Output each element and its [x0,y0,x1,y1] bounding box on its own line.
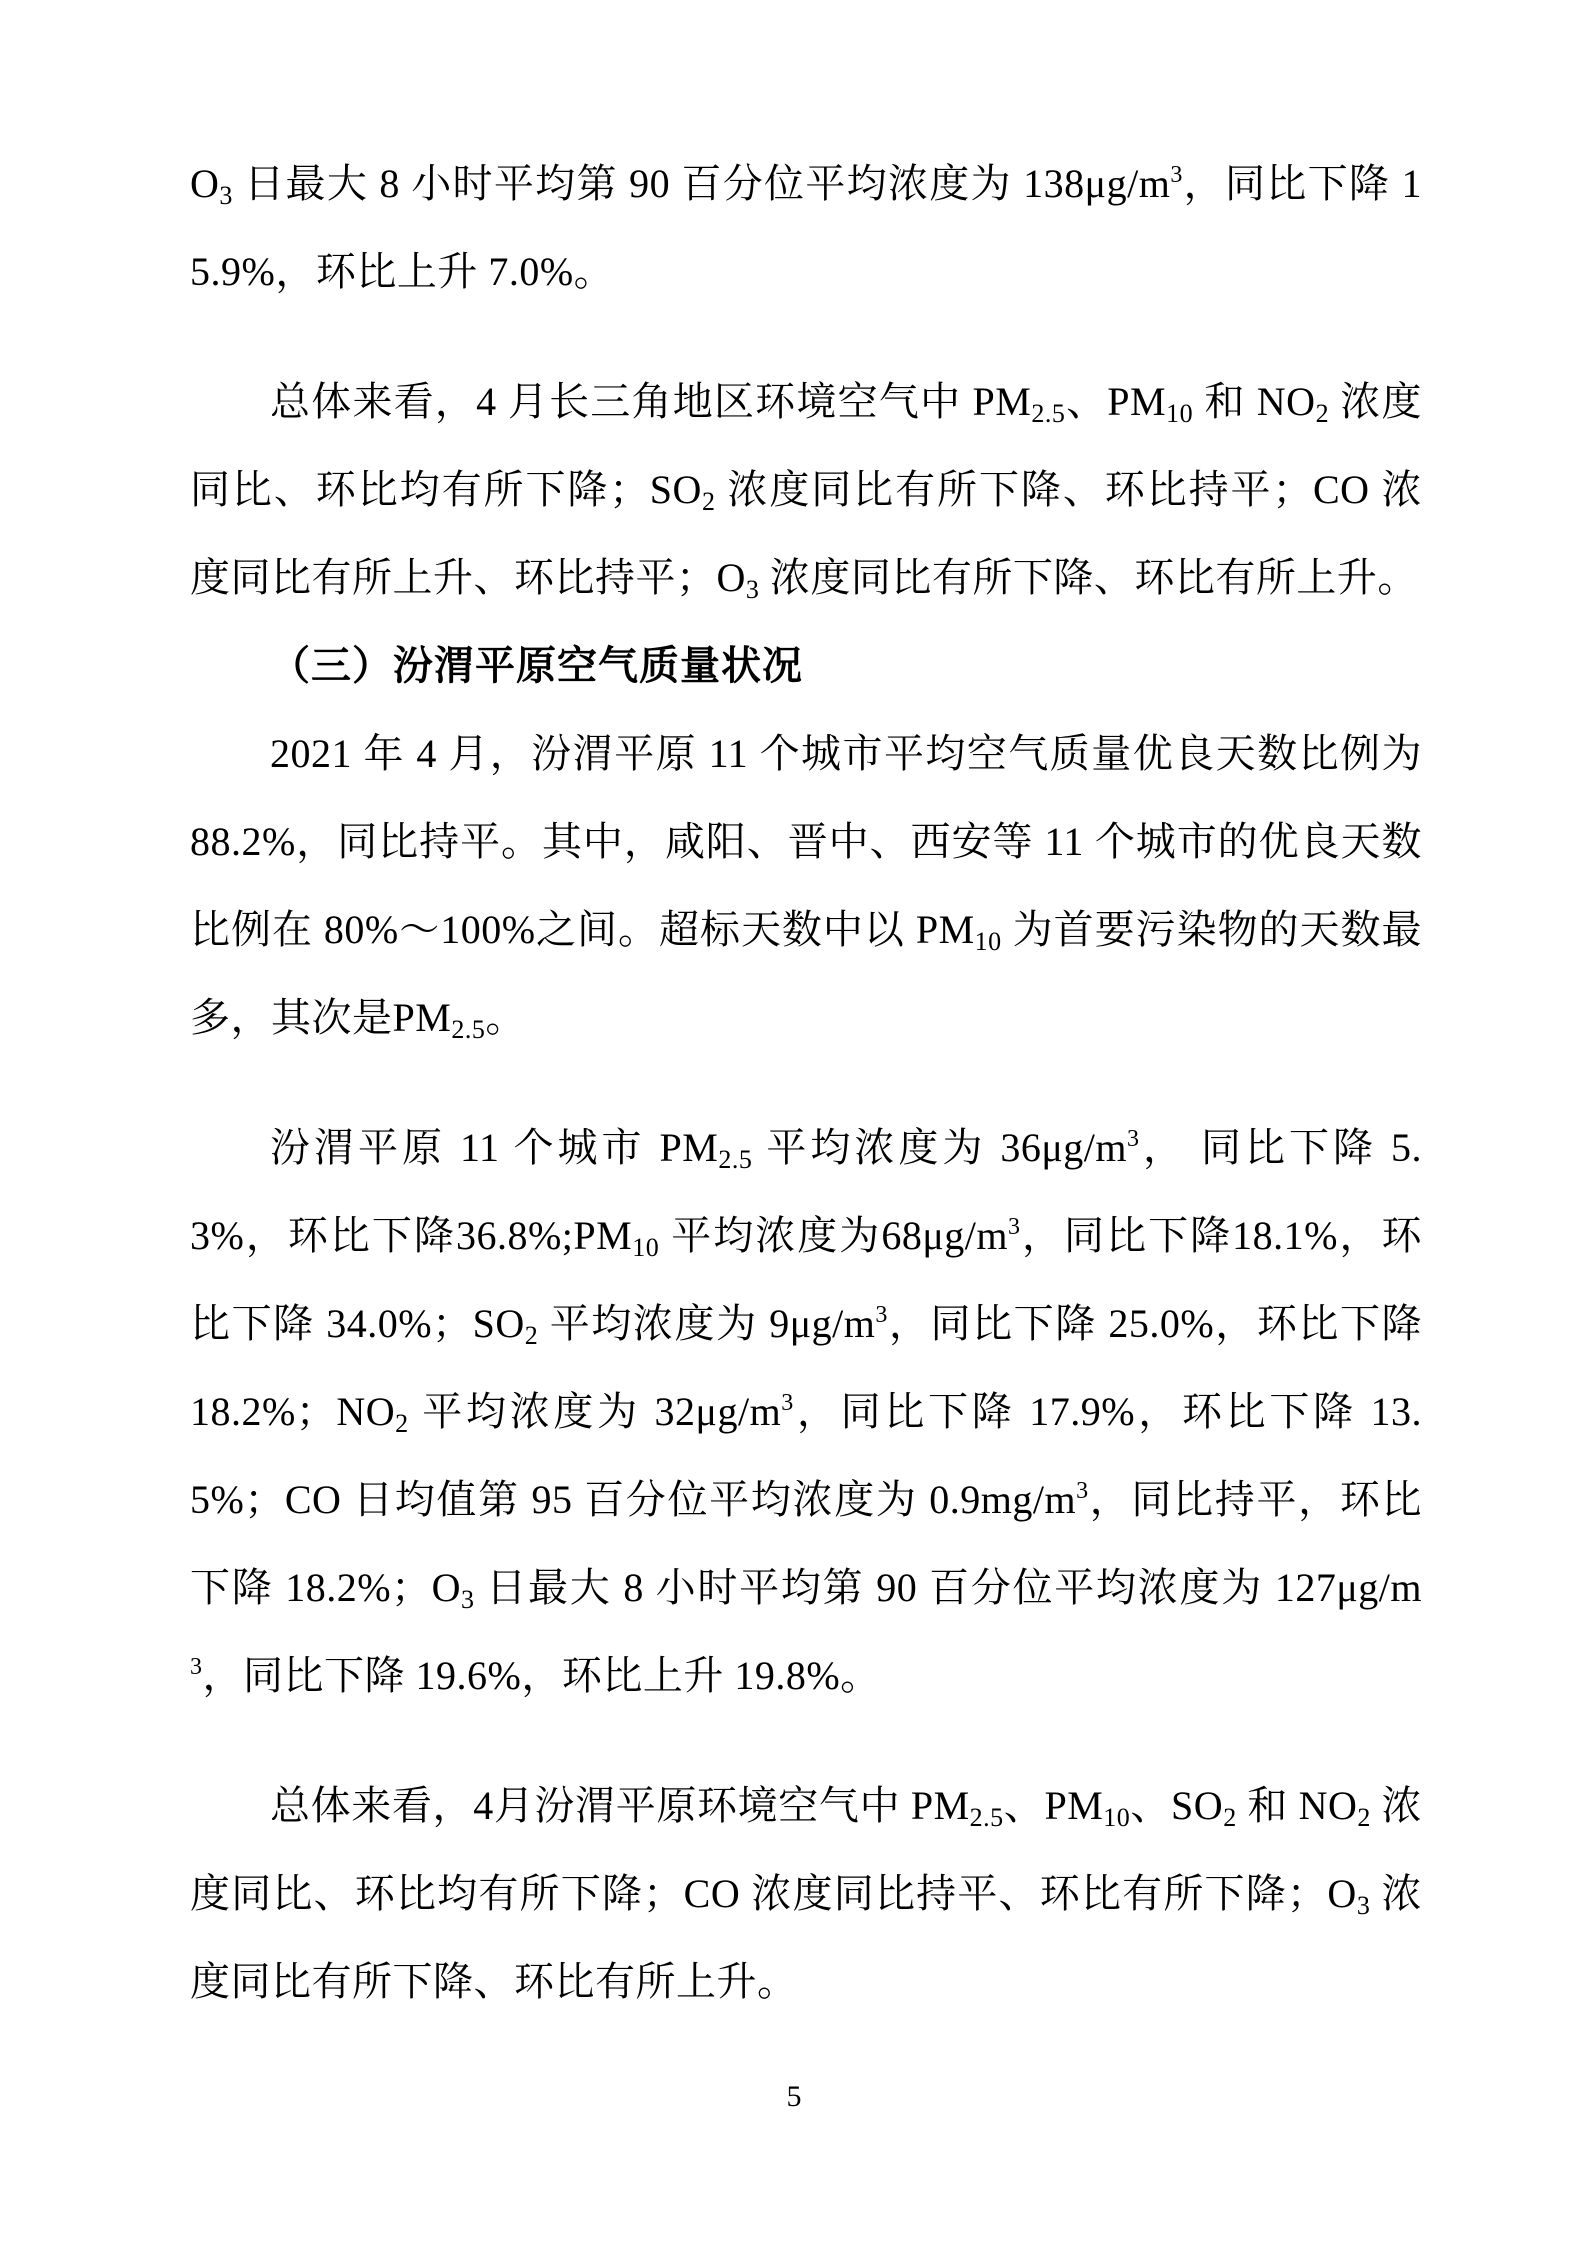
text-run: 为首要污染物的天数最多，其次是PM [190,907,1423,1040]
paragraph-yangtze-summary [190,358,1422,622]
text-run: 。 [485,995,526,1040]
superscript-text: 3 [1170,162,1183,188]
subscript-text: 2 [524,1321,539,1350]
subscript-text: 2.5 [969,1803,1004,1832]
subscript-text: 2 [1223,1803,1237,1832]
paragraph-fenwei-summary [190,1762,1422,2026]
text-run: ，同比下降 15.9%，环比上升 7.0%。 [190,161,1423,294]
subscript-text: 2 [701,487,716,516]
subscript-text: 3 [745,575,760,604]
text-run: 、SO [1130,1783,1224,1828]
paragraph-o3-yangtze-continued [190,140,1422,316]
subscript-text: 2.5 [1031,399,1066,428]
text-run: 平均浓度为68μg/m [659,1213,1009,1258]
subscript-text: 3 [219,181,233,210]
subscript-text: 2.5 [451,1015,486,1044]
document-body [190,140,1422,2026]
text-run: 日最大 8 小时平均第 90 百分位平均浓度为 138μg/m [232,161,1171,206]
text-run: O [190,161,220,206]
text-run: 浓度同比有所下降、环比有所上升。 [190,1871,1423,2004]
text-run: 、PM [1065,379,1167,424]
subscript-text: 2.5 [718,1145,753,1174]
subscript-text: 3 [1356,1891,1371,1920]
text-run: 总体来看，4 月长三角地区环境空气中 PM [270,379,1032,424]
text-run: 浓度同比有所下降、环比持平；CO 浓度同比有所上升、环比持平；O [190,467,1422,600]
subscript-text: 10 [1103,1803,1131,1832]
text-run: 平均浓度为 9μg/m [538,1301,876,1346]
text-run: （三）汾渭平原空气质量状况 [270,644,803,688]
text-run: ，同比下降 19.6%，环比上升 19.8%。 [202,1653,881,1698]
subscript-text: 2 [395,1409,409,1438]
text-run: 平均浓度为 36μg/m [752,1125,1127,1170]
page-number: 5 [786,2080,802,2113]
text-run: 和 NO [1193,379,1316,424]
text-run: 浓度同比、环比均有所下降；CO 浓度同比持平、环比有所下降；O [190,1783,1423,1916]
text-run: ，同比下降 25.0%，环比下降 18.2%；NO [190,1301,1423,1434]
superscript-text: 3 [1076,1478,1089,1504]
text-run: ，同比下降18.1%，环比下降 34.0%；SO [190,1213,1423,1346]
section-heading-fenwei-plain [190,622,1422,710]
subscript-text: 10 [1166,399,1194,428]
superscript-text: 3 [1127,1126,1140,1152]
superscript-text: 3 [875,1302,888,1328]
subscript-text: 10 [632,1233,660,1262]
superscript-text: 3 [1008,1214,1021,1240]
text-run: ，同比下降 17.9%，环比下降 13.5%；CO 日均值第 95 百分位平均浓度为 0.9mg/m [190,1389,1422,1522]
text-run: ，同比持平，环比下降 18.2%；O [190,1477,1422,1610]
paragraph-fenwei-concentrations [190,1104,1422,1720]
subscript-text: 10 [974,927,1002,956]
text-run: 浓度同比、环比均有所下降；SO [190,379,1423,512]
text-run: 平均浓度为 32μg/m [408,1389,782,1434]
text-run: 汾渭平原 11 个城市 PM [270,1125,719,1170]
subscript-text: 2 [1357,1803,1371,1832]
text-run: 2021 年 4 月，汾渭平原 11 个城市平均空气质量优良天数比例为 88.2%，同比持平。其中，咸阳、晋中、西安等 11 个城市的优良天数比例在 80%～100%之间。超标天数中以 PM [190,731,1422,952]
text-run: 日最大 8 小时平均第 90 百分位平均浓度为 127μg/m [474,1565,1423,1610]
subscript-text: 2 [1315,399,1330,428]
subscript-text: 3 [461,1585,475,1614]
text-run: 、PM [1003,1783,1104,1828]
text-run: 和 NO [1236,1783,1358,1828]
paragraph-fenwei-good-days [190,710,1422,1062]
text-run: ， 同比下降 5.3%，环比下降36.8%;PM [190,1125,1422,1258]
text-run: 浓度同比有所下降、环比有所上升。 [759,555,1418,600]
text-run: 总体来看，4月汾渭平原环境空气中 PM [270,1783,970,1828]
superscript-text: 3 [190,1654,203,1680]
superscript-text: 3 [781,1390,794,1416]
